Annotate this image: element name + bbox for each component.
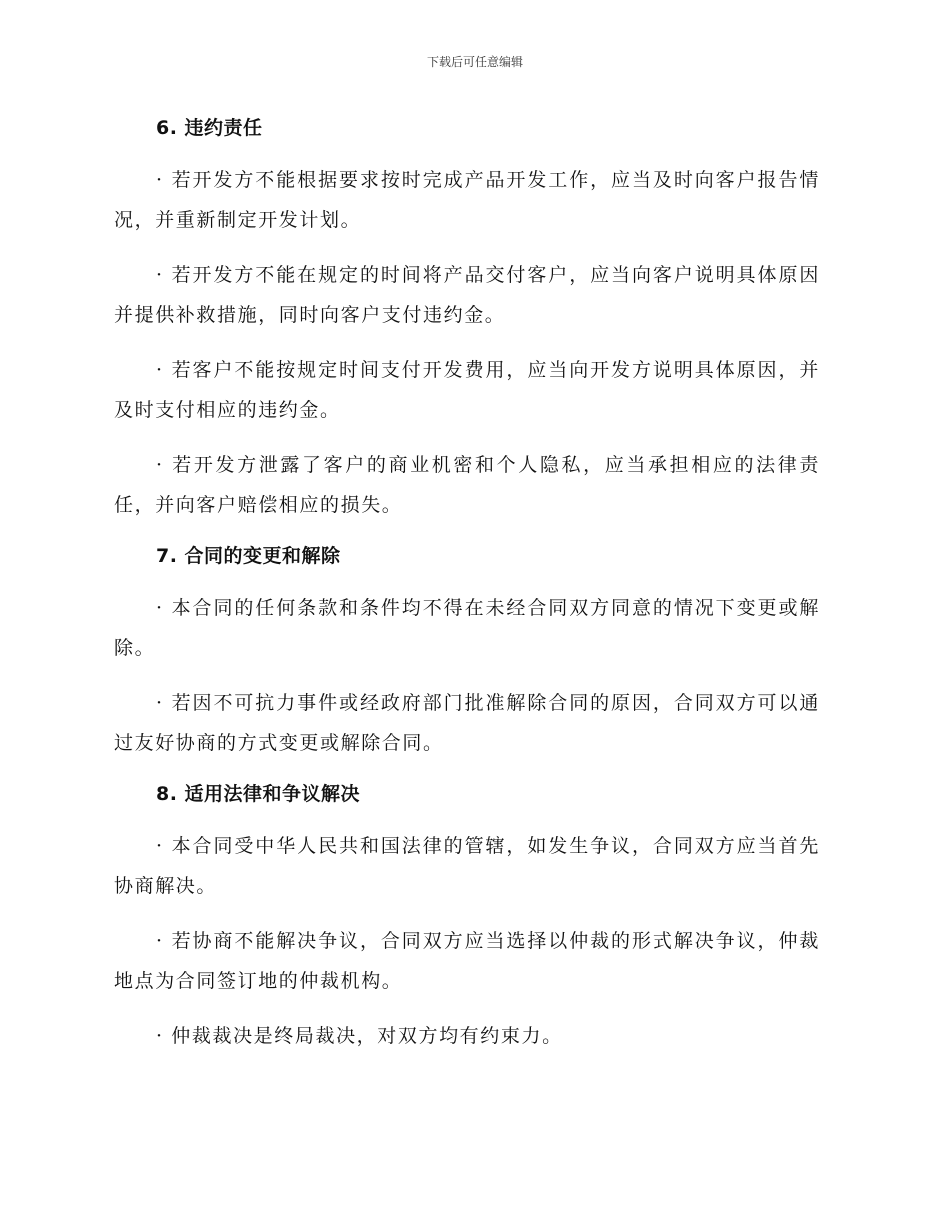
clause-paragraph: · 若开发方不能根据要求按时完成产品开发工作，应当及时向客户报告情况，并重新制定开发计划。 <box>114 169 820 231</box>
clause-paragraph: · 若开发方不能在规定的时间将产品交付客户，应当向客户说明具体原因并提供补救措施，同时向客户支付违约金。 <box>114 264 820 326</box>
section-governing-law-disputes <box>114 778 820 1056</box>
clause-paragraph: · 本合同受中华人民共和国法律的管辖，如发生争议，合同双方应当首先协商解决。 <box>114 835 820 897</box>
clause-paragraph: · 本合同的任何条款和条件均不得在未经合同双方同意的情况下变更或解除。 <box>114 597 820 659</box>
clause-paragraph: · 仲裁裁决是终局裁决，对双方均有约束力。 <box>156 1025 563 1047</box>
section-contract-change-termination <box>114 540 820 763</box>
clause-paragraph: · 若协商不能解决争议，合同双方应当选择以仲裁的形式解决争议，仲裁地点为合同签订地的仲裁机构。 <box>114 930 820 992</box>
clause-paragraph: · 若客户不能按规定时间支付开发费用，应当向开发方说明具体原因，并及时支付相应的违约金。 <box>114 359 820 421</box>
section-heading: 7. 合同的变更和解除 <box>156 545 341 567</box>
document-body <box>114 112 820 1071</box>
section-breach-liability <box>114 112 820 525</box>
section-heading: 6. 违约责任 <box>156 117 263 139</box>
section-heading: 8. 适用法律和争议解决 <box>156 783 361 805</box>
clause-paragraph: · 若开发方泄露了客户的商业机密和个人隐私，应当承担相应的法律责任，并向客户赔偿相应的损失。 <box>114 454 820 516</box>
page-header: 下载后可任意编辑 <box>426 55 523 69</box>
clause-paragraph: · 若因不可抗力事件或经政府部门批准解除合同的原因，合同双方可以通过友好协商的方式变更或解除合同。 <box>114 692 820 754</box>
